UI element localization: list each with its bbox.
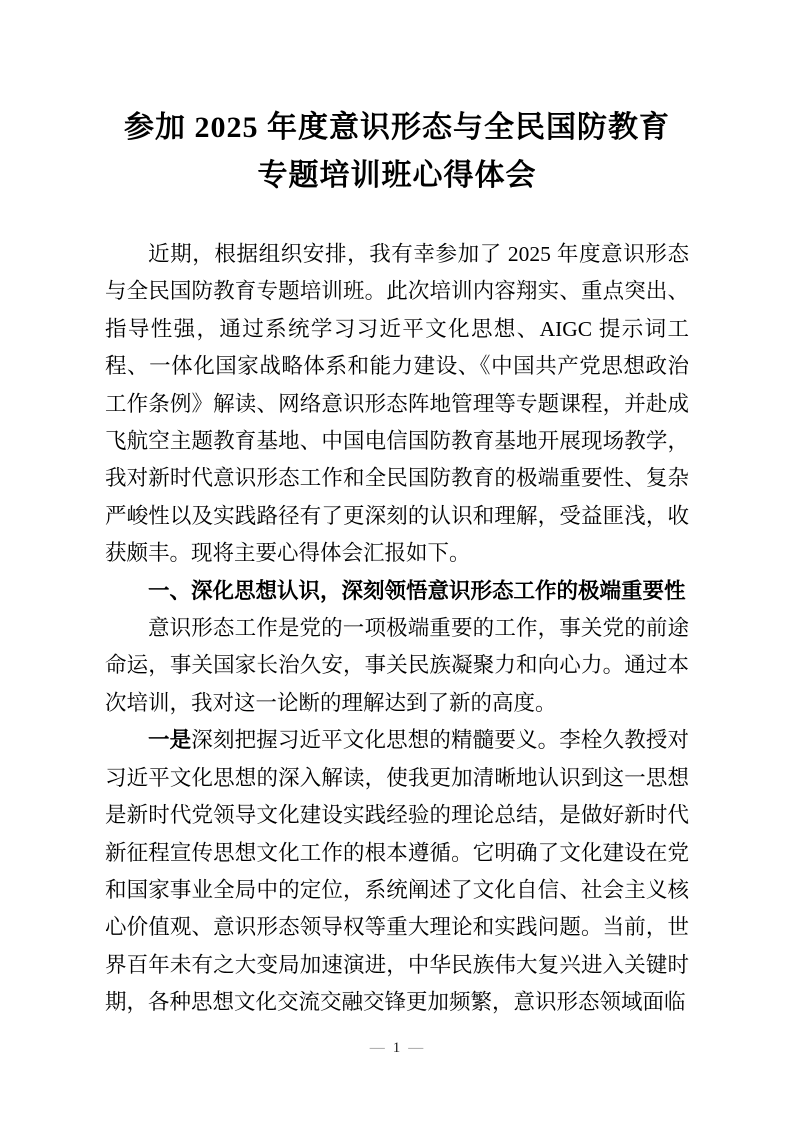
- paragraph-point-one: [105, 722, 689, 1021]
- page-title-line2: 专题培训班心得体会: [257, 159, 537, 192]
- paragraph-importance: 意识形态工作是党的一项极端重要的工作，事关党的前途命运，事关国家长治久安，事关民族凝聚力和向心力。通过本次培训，我对这一论断的理解达到了新的高度。: [105, 616, 689, 715]
- footer-left-dash: —: [369, 1040, 385, 1056]
- document-content: [105, 104, 689, 1022]
- page-title: [105, 104, 689, 200]
- paragraph-intro: 近期，根据组织安排，我有幸参加了 2025 年度意识形态与全民国防教育专题培训班。此次培训内容翔实、重点突出、指导性强，通过系统学习习近平文化思想、AIGC 提示词工程、一体化国家战略体系和能力建设、《中国共产党思想政治工作条例》解读、网络意识形态阵地管理等专题课程，并赴成飞航空主题教育基地、中国电信国防教育基地开展现场教学，我对新时代意识形态工作和全民国防教育的极端重要性、复杂严峻性以及实践路径有了更深刻的认识和理解，受益匪浅，收获颇丰。现将主要心得体会汇报如下。: [105, 242, 689, 566]
- page-footer: [0, 1038, 793, 1058]
- page-title-line1: 参加 2025 年度意识形态与全民国防教育: [124, 111, 670, 144]
- paragraph-point-one-text: 深刻把握习近平文化思想的精髓要义。李栓久教授对习近平文化思想的深入解读，使我更加清晰地认识到这一思想是新时代党领导文化建设实践经验的理论总结，是做好新时代新征程宣传思想文化工作的根本遵循。它明确了文化建设在党和国家事业全局中的定位，系统阐述了文化自信、社会主义核心价值观、意识形态领导权等重大理论和实践问题。当前，世界百年未有之大变局加速演进，中华民族伟大复兴进入关键时期，各种思想文化交流交融交锋更加频繁，意识形态领域面临: [105, 728, 689, 1015]
- footer-right-dash: —: [408, 1040, 424, 1056]
- page-number: 1: [392, 1040, 401, 1056]
- section-heading-1: 一、深化思想认识，深刻领悟意识形态工作的极端重要性: [148, 578, 686, 603]
- paragraph-lead-in: 一是: [148, 728, 192, 753]
